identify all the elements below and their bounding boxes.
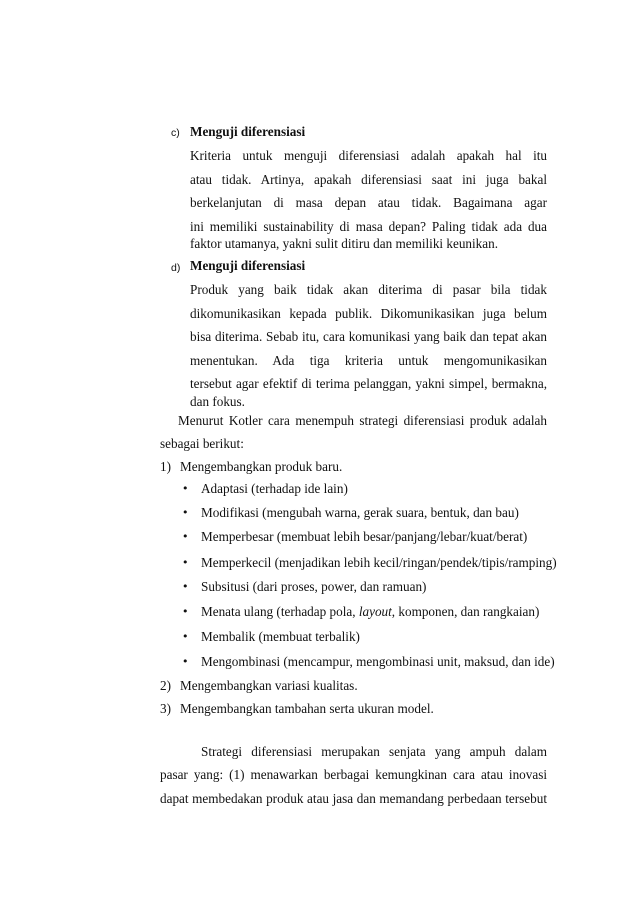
section-d-line-4: menentukan. Ada tiga kriteria untuk mengomunikasikan <box>190 353 547 368</box>
section-c-line-4: ini memiliki sustainability di masa depan? Paling tidak ada dua <box>190 219 547 234</box>
closing-line-2: pasar yang: (1) menawarkan berbagai kemungkinan cara atau inovasi <box>160 767 547 782</box>
list-item-2-text: Mengembangkan variasi kualitas. <box>180 678 358 693</box>
section-d-marker: d) <box>171 262 181 274</box>
bullet-item-6 <box>201 604 539 620</box>
list-item-3-number: 3) <box>160 701 171 716</box>
bullet-item-6-start: Menata ulang (terhadap pola, <box>201 604 359 619</box>
section-d-heading: Menguji diferensiasi <box>190 258 306 273</box>
section-d-line-2: dikomunikasikan kepada publik. Dikomunikasikan juga belum <box>190 306 547 321</box>
bullet-icon: • <box>182 605 189 618</box>
section-c-line-5: faktor utamanya, yakni sulit ditiru dan memiliki keunikan. <box>190 236 499 251</box>
list-item-1-text: Mengembangkan produk baru. <box>180 459 343 474</box>
closing-line-3: dapat membedakan produk atau jasa dan memandang perbedaan tersebut <box>160 791 547 806</box>
bullet-item-6-italic: layout <box>358 604 392 619</box>
section-d-line-5: tersebut agar efektif di terima pelanggan, yakni simpel, bermakna, <box>190 376 547 391</box>
bullet-item-5: Subsitusi (dari proses, power, dan ramuan) <box>201 579 427 594</box>
kotler-line-1: Menurut Kotler cara menempuh strategi diferensiasi produk adalah <box>178 413 547 428</box>
bullet-icon: • <box>182 482 189 495</box>
bullet-icon: • <box>182 580 189 593</box>
bullet-item-6-end: , komponen, dan rangkaian) <box>391 604 540 619</box>
bullet-item-7: Membalik (membuat terbalik) <box>201 629 360 644</box>
section-c-line-2: atau tidak. Artinya, apakah diferensiasi saat ini juga bakal <box>190 172 547 187</box>
section-d-line-3: bisa diterima. Sebab itu, cara komunikasi yang baik dan tepat akan <box>190 329 547 344</box>
bullet-icon: • <box>182 655 189 668</box>
bullet-icon: • <box>182 530 189 543</box>
kotler-line-2: sebagai berikut: <box>160 436 244 451</box>
bullet-icon: • <box>182 630 189 643</box>
bullet-icon: • <box>182 556 189 569</box>
list-item-2-number: 2) <box>160 678 171 693</box>
section-c-line-1: Kriteria untuk menguji diferensiasi adalah apakah hal itu <box>190 148 547 163</box>
bullet-item-2: Modifikasi (mengubah warna, gerak suara, bentuk, dan bau) <box>201 505 519 520</box>
section-d-line-6: dan fokus. <box>190 394 245 409</box>
section-d-line-1: Produk yang baik tidak akan diterima di pasar bila tidak <box>190 282 547 297</box>
list-item-1-number: 1) <box>160 459 171 474</box>
bullet-item-4: Memperkecil (menjadikan lebih kecil/ringan/pendek/tipis/ramping) <box>201 555 557 570</box>
section-c-heading: Menguji diferensiasi <box>190 124 306 139</box>
bullet-item-1: Adaptasi (terhadap ide lain) <box>201 481 348 496</box>
list-item-3-text: Mengembangkan tambahan serta ukuran model. <box>180 701 434 716</box>
bullet-item-8: Mengombinasi (mencampur, mengombinasi unit, maksud, dan ide) <box>201 654 555 669</box>
section-c-line-3: berkelanjutan di masa depan atau tidak. Bagaimana agar <box>190 195 547 210</box>
bullet-icon: • <box>182 506 189 519</box>
bullet-item-3: Memperbesar (membuat lebih besar/panjang/lebar/kuat/berat) <box>201 529 528 544</box>
section-c-marker: c) <box>171 127 180 139</box>
closing-line-1: Strategi diferensiasi merupakan senjata yang ampuh dalam <box>201 744 547 759</box>
